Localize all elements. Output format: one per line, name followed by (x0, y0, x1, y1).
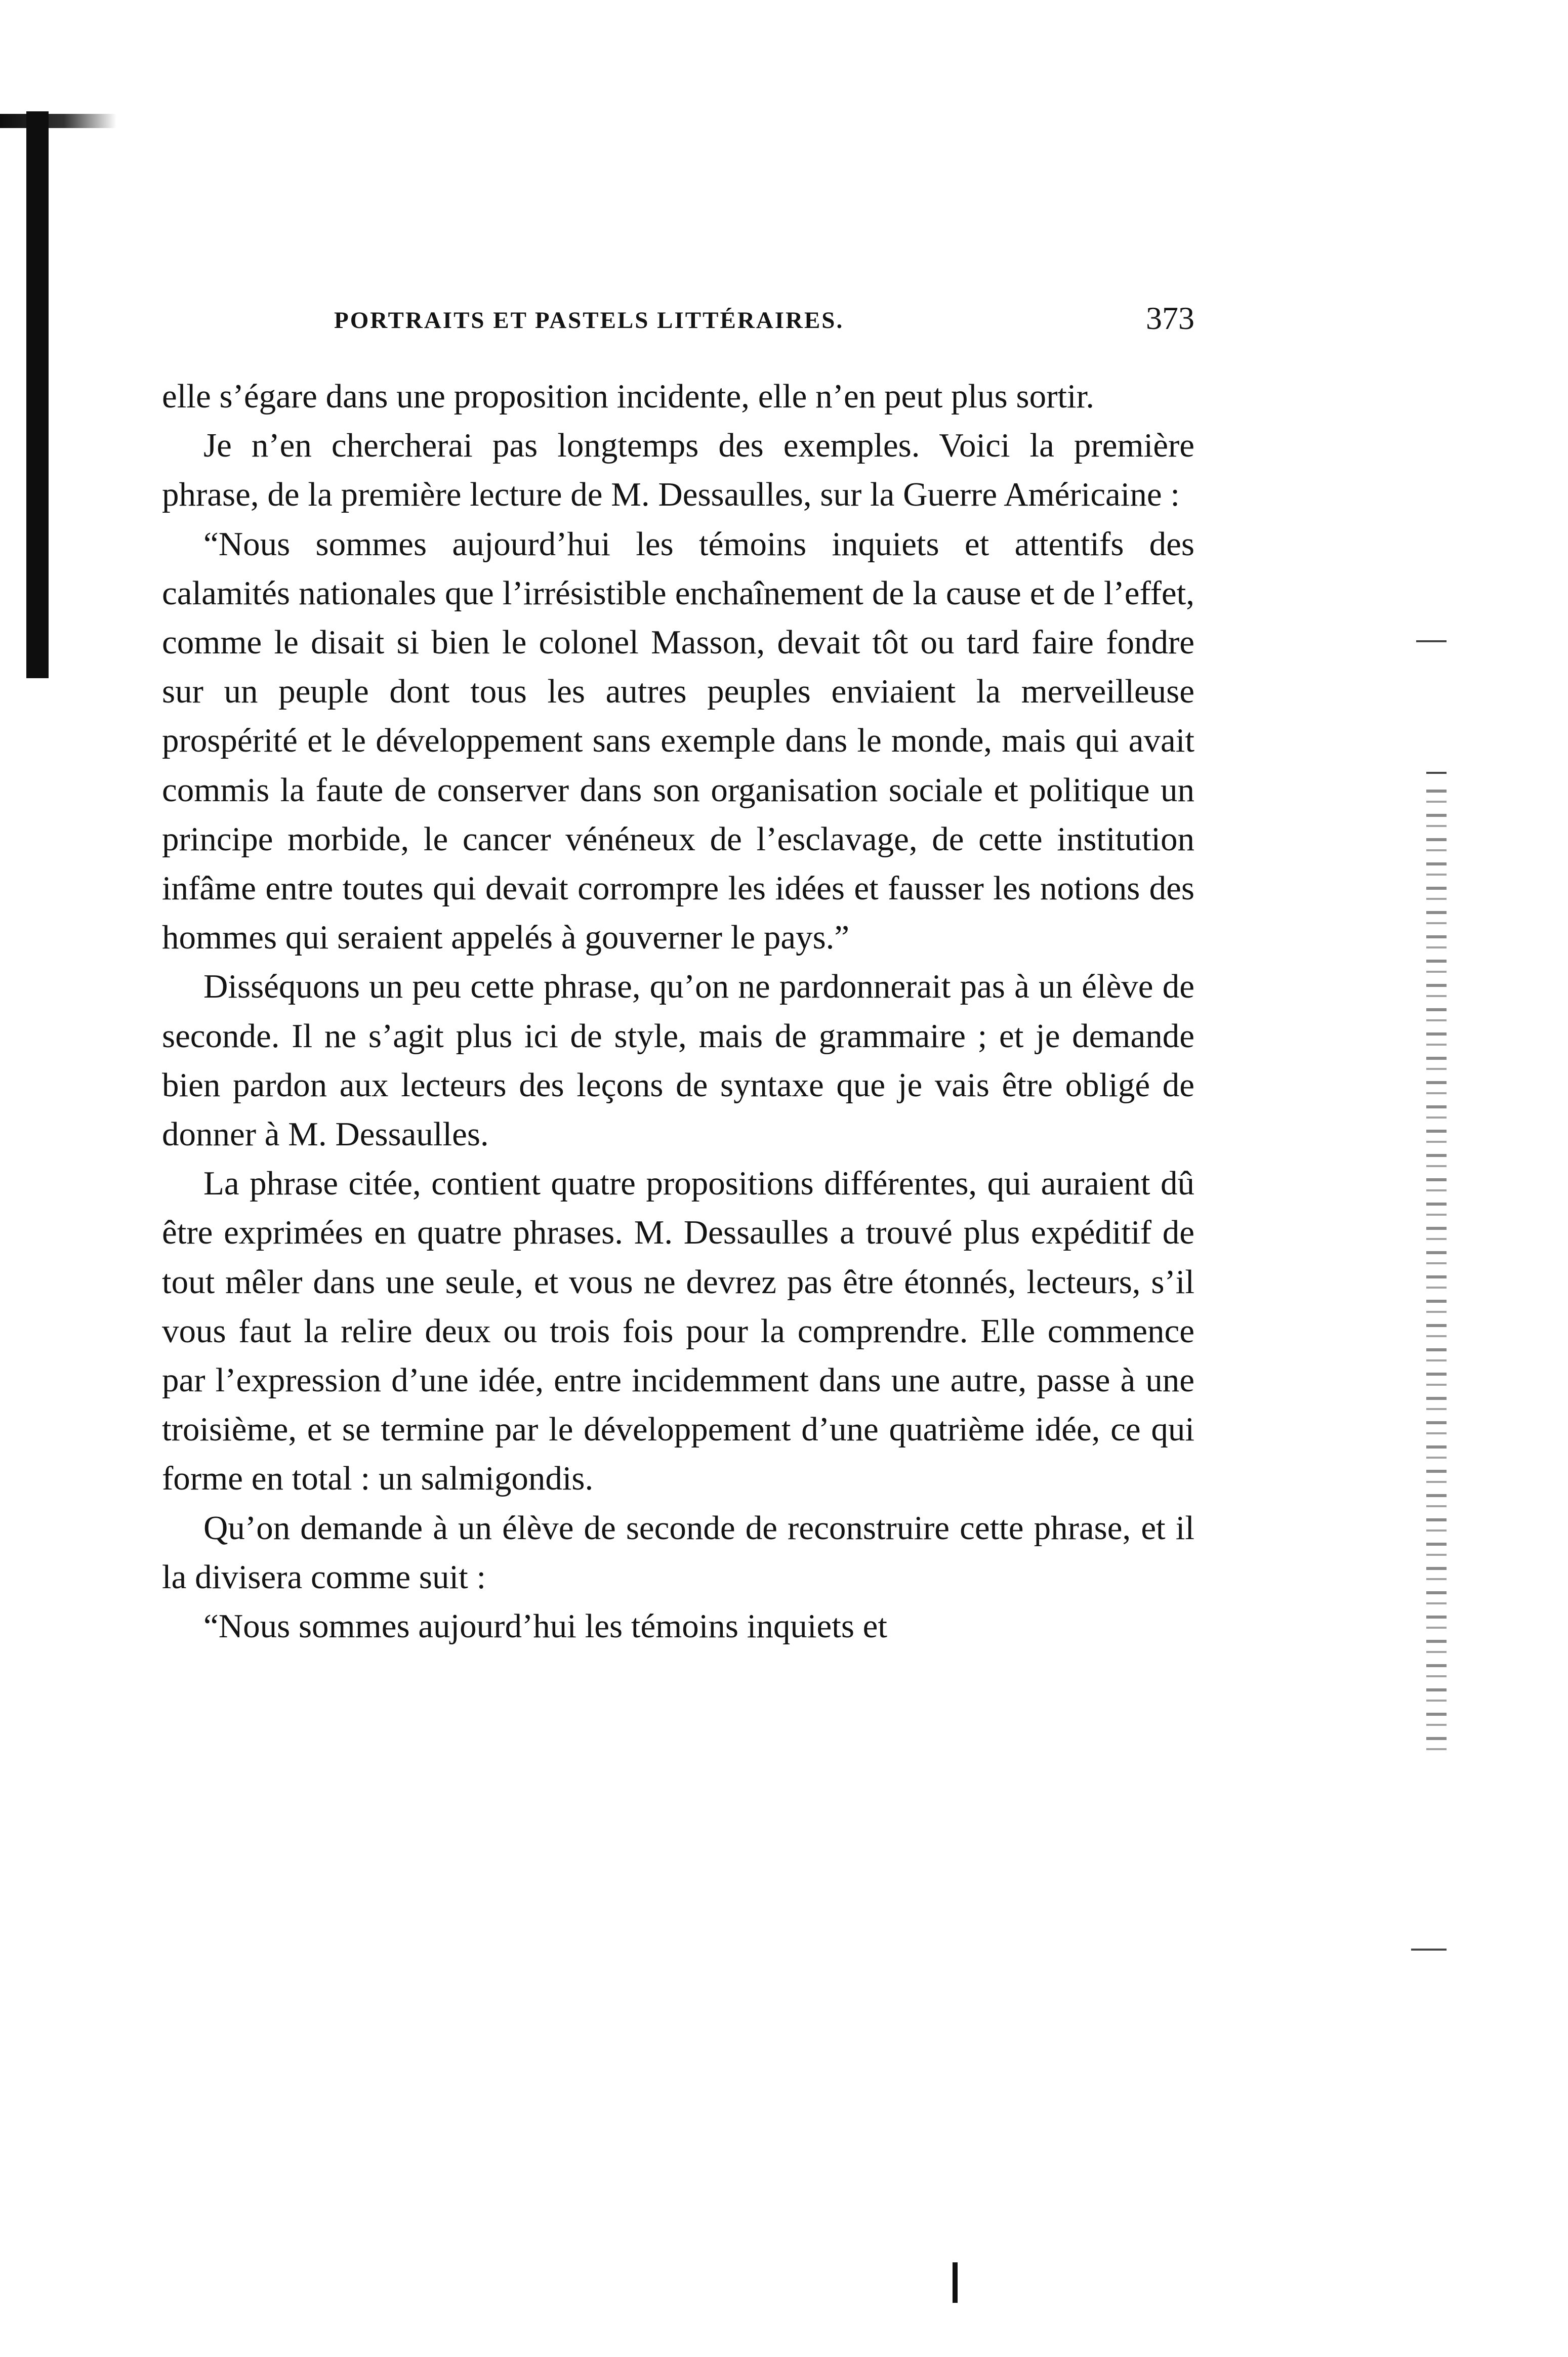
quotation-paragraph: “Nous sommes aujourd’hui les témoins inquiets et (203, 1607, 887, 1645)
paragraph: Je n’en chercherai pas longtemps des exemples. Voici la première phrase, de la première lecture de M. Dessaulles, sur la Guerre Américaine : (162, 427, 1194, 514)
paragraph: Disséquons un peu cette phrase, qu’on ne pardonnerait pas à un élève de seconde. Il ne s’agit plus ici de style, mais de grammaire ; et je demande bien pardon aux lecteurs des leçons de syntaxe que je vais être obligé de donner à M. Dessaulles. (162, 968, 1194, 1153)
scan-edge-dash (1416, 640, 1447, 642)
paragraph: La phrase citée, contient quatre propositions différentes, qui auraient dû être exprimées en quatre phrases. M. Dessaulles a trouvé plus expéditif de tout mêler dans une seule, et vous ne devrez pas être étonnés, lecteurs, s’il vous faut la relire deux ou trois fois pour la comprendre. Elle commence par l’expression d’une idée, entre incidemment dans une autre, passe à une troisième, et se termine par le développement d’une quatrième idée, ce qui forme en total : un salmigondis. (162, 1165, 1194, 1498)
paragraph: Qu’on demande à un élève de seconde de reconstruire cette phrase, et il la divisera comme suit : (162, 1509, 1194, 1596)
body-text (162, 372, 1194, 1651)
scan-edge-dash (1411, 1949, 1447, 1951)
scan-bottom-mark (953, 2262, 958, 2303)
scan-edge-dash (1426, 772, 1447, 774)
scan-binding-cap (0, 114, 116, 128)
scan-binding-bar (26, 111, 49, 678)
scan-edge-noise (1426, 790, 1447, 1751)
page-number: 373 (1146, 300, 1194, 336)
paragraph: elle s’égare dans une proposition incidente, elle n’en peut plus sortir. (162, 378, 1094, 415)
running-title: PORTRAITS ET PASTELS LITTÉRAIRES. (334, 307, 844, 334)
quotation-paragraph: “Nous sommes aujourd’hui les témoins inquiets et attentifs des calamités nationales que l’irrésistible enchaînement de la cause et de l’effet, comme le disait si bien le colonel Masson, devait tôt ou tard faire fondre sur un peuple dont tous les autres peuples enviaient la merveilleuse prospérité et le développement sans exemple dans le monde, mais qui avait commis la faute de conserver dans son organisation sociale et politique un principe morbide, le cancer vénéneux de l’esclavage, de cette institution infâme entre toutes qui devait corrompre les idées et fausser les notions des hommes qui seraient appelés à gouverner le pays.” (162, 525, 1194, 957)
running-head (334, 300, 1194, 335)
